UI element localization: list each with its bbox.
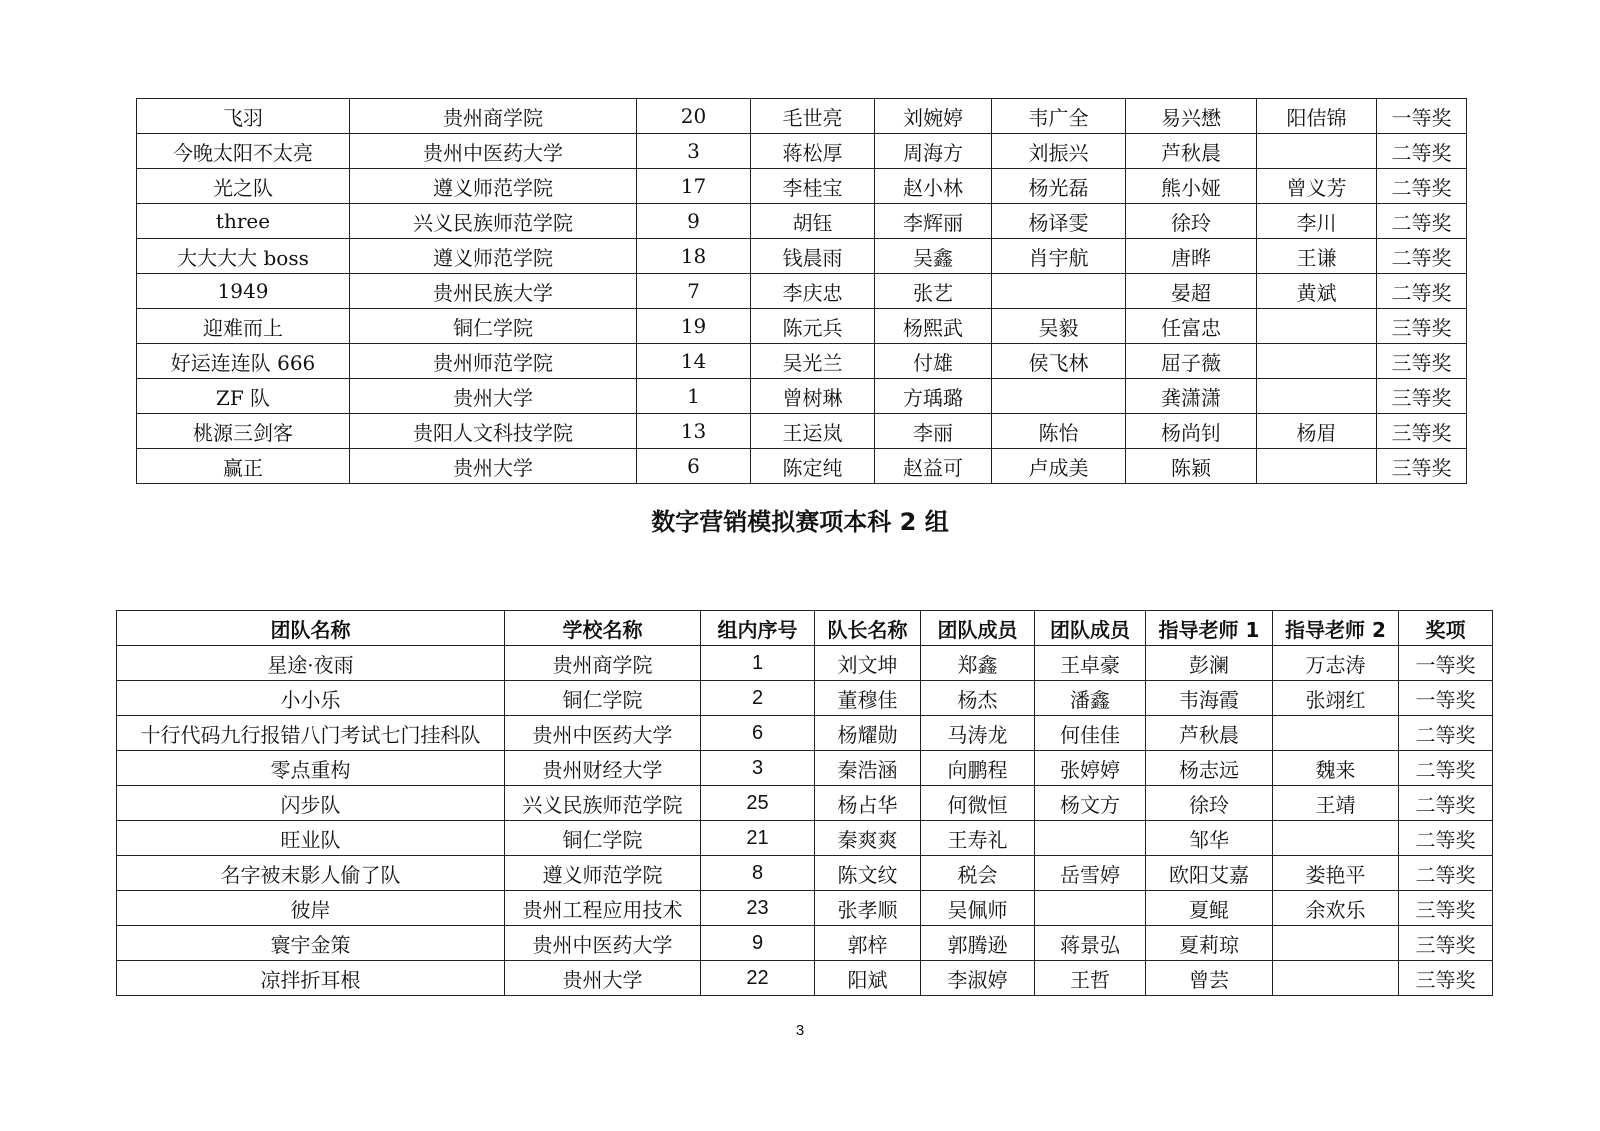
table-cell: 8 [701, 856, 815, 891]
table-cell: 曾芸 [1146, 961, 1273, 996]
table-cell: 兴义民族师范学院 [350, 204, 637, 239]
table-cell: 寰宇金策 [117, 926, 505, 961]
table-cell: 闪步队 [117, 786, 505, 821]
table-cell: 王寿礼 [921, 821, 1035, 856]
table-cell: 铜仁学院 [505, 681, 701, 716]
table-cell: 十行代码九行报错八门考试七门挂科队 [117, 716, 505, 751]
table-cell: 董穆佳 [815, 681, 921, 716]
table-cell: 蒋景弘 [1035, 926, 1146, 961]
table-cell: 王运岚 [751, 414, 875, 449]
section-title: 数字营销模拟赛项本科 2 组 [651, 508, 949, 536]
table-row [137, 344, 1467, 379]
column-header: 团队成员 [1035, 611, 1146, 646]
table-cell: 曾义芳 [1257, 169, 1377, 204]
table-cell: 张孝顺 [815, 891, 921, 926]
table-cell: 吴佩师 [921, 891, 1035, 926]
table-cell: 二等奖 [1377, 134, 1467, 169]
table-cell [1273, 926, 1399, 961]
table-cell: 二等奖 [1377, 239, 1467, 274]
table-cell: 杨光磊 [992, 169, 1126, 204]
table-cell: 周海方 [875, 134, 992, 169]
column-header: 团队成员 [921, 611, 1035, 646]
table-cell: 税会 [921, 856, 1035, 891]
table-cell: 25 [701, 786, 815, 821]
table-cell: 张翊红 [1273, 681, 1399, 716]
results-table-2 [116, 610, 1493, 996]
table-cell: 彭澜 [1146, 646, 1273, 681]
table-cell: 侯飞林 [992, 344, 1126, 379]
table-row [117, 891, 1493, 926]
table-row [117, 856, 1493, 891]
table-cell: 韦海霞 [1146, 681, 1273, 716]
table-cell: 易兴懋 [1126, 99, 1257, 134]
table-cell: 秦爽爽 [815, 821, 921, 856]
table-row [117, 786, 1493, 821]
table-cell: 19 [637, 309, 751, 344]
table-cell: 6 [701, 716, 815, 751]
table-cell: 徐玲 [1126, 204, 1257, 239]
table-cell: 18 [637, 239, 751, 274]
table-cell: 潘鑫 [1035, 681, 1146, 716]
column-header: 指导老师 1 [1146, 611, 1273, 646]
table-cell: 唐晔 [1126, 239, 1257, 274]
table-cell: 刘文坤 [815, 646, 921, 681]
table-cell: 2 [701, 681, 815, 716]
table-cell: 20 [637, 99, 751, 134]
table-cell: 夏鲲 [1146, 891, 1273, 926]
table-cell: 何微恒 [921, 786, 1035, 821]
table-cell: 马涛龙 [921, 716, 1035, 751]
table-cell: ZF 队 [137, 379, 350, 414]
table-cell: 蒋松厚 [751, 134, 875, 169]
table-cell: 阳斌 [815, 961, 921, 996]
table-row [117, 961, 1493, 996]
table-cell: 二等奖 [1377, 204, 1467, 239]
table-cell: 熊小娅 [1126, 169, 1257, 204]
table-row [137, 414, 1467, 449]
table-cell: 李桂宝 [751, 169, 875, 204]
table-cell: 秦浩涵 [815, 751, 921, 786]
table-header-row [117, 611, 1493, 646]
table-cell: 张艺 [875, 274, 992, 309]
table-cell: 郭梓 [815, 926, 921, 961]
table-cell: 钱晨雨 [751, 239, 875, 274]
table-cell: 陈怡 [992, 414, 1126, 449]
column-header: 奖项 [1399, 611, 1493, 646]
table-cell: 杨占华 [815, 786, 921, 821]
table-cell: 一等奖 [1399, 646, 1493, 681]
table-cell: 万志涛 [1273, 646, 1399, 681]
table-cell: 王靖 [1273, 786, 1399, 821]
table-cell: 二等奖 [1377, 169, 1467, 204]
table-cell: 贵州商学院 [505, 646, 701, 681]
table-cell: 9 [701, 926, 815, 961]
table-cell: 贵州中医药大学 [505, 716, 701, 751]
table-row [137, 134, 1467, 169]
table-cell: 凉拌折耳根 [117, 961, 505, 996]
table-cell: 好运连连队 666 [137, 344, 350, 379]
table-cell: 曾树琳 [751, 379, 875, 414]
table-row [137, 204, 1467, 239]
table-cell: 7 [637, 274, 751, 309]
table-row [137, 99, 1467, 134]
table-row [117, 716, 1493, 751]
table-row [137, 379, 1467, 414]
table-cell: 邹华 [1146, 821, 1273, 856]
table-cell: 陈颖 [1126, 449, 1257, 484]
table-cell [1257, 344, 1377, 379]
table-cell: 杨眉 [1257, 414, 1377, 449]
table-cell: 1 [637, 379, 751, 414]
table-cell: 9 [637, 204, 751, 239]
table-cell: 飞羽 [137, 99, 350, 134]
table-cell: 杨译雯 [992, 204, 1126, 239]
table-cell: 21 [701, 821, 815, 856]
table-cell: 13 [637, 414, 751, 449]
table-cell: 三等奖 [1399, 961, 1493, 996]
table-row [117, 681, 1493, 716]
table-cell: 杨耀勋 [815, 716, 921, 751]
table-cell: 遵义师范学院 [350, 169, 637, 204]
table-cell: 胡钰 [751, 204, 875, 239]
table-cell [1035, 891, 1146, 926]
table-row [117, 926, 1493, 961]
table-cell: 龚潇潇 [1126, 379, 1257, 414]
table-cell: 郭腾逊 [921, 926, 1035, 961]
table-cell: 杨志远 [1146, 751, 1273, 786]
table-cell: 余欢乐 [1273, 891, 1399, 926]
table-row [137, 274, 1467, 309]
table-cell: 铜仁学院 [505, 821, 701, 856]
table-cell: 名字被末影人偷了队 [117, 856, 505, 891]
table-cell: 23 [701, 891, 815, 926]
table-cell: 王谦 [1257, 239, 1377, 274]
table-cell: 星途·夜雨 [117, 646, 505, 681]
table-cell: 肖宇航 [992, 239, 1126, 274]
table-cell: 张婷婷 [1035, 751, 1146, 786]
table-cell: 芦秋晨 [1126, 134, 1257, 169]
table-cell: 二等奖 [1399, 786, 1493, 821]
table-cell: 方瑀璐 [875, 379, 992, 414]
table-cell: 李庆忠 [751, 274, 875, 309]
table-cell: 李淑婷 [921, 961, 1035, 996]
table-cell [992, 379, 1126, 414]
table-cell: 3 [637, 134, 751, 169]
table-cell: 李丽 [875, 414, 992, 449]
table-cell: 贵州师范学院 [350, 344, 637, 379]
table-cell: 贵州工程应用技术 [505, 891, 701, 926]
table-cell: 李辉丽 [875, 204, 992, 239]
table-cell: 彼岸 [117, 891, 505, 926]
table-cell: 遵义师范学院 [505, 856, 701, 891]
table-cell [1257, 134, 1377, 169]
table-cell: 杨杰 [921, 681, 1035, 716]
table-cell: 魏来 [1273, 751, 1399, 786]
table-cell [1035, 821, 1146, 856]
table-cell: 铜仁学院 [350, 309, 637, 344]
table-cell: 1949 [137, 274, 350, 309]
table-cell: 徐玲 [1146, 786, 1273, 821]
column-header: 学校名称 [505, 611, 701, 646]
table-row [117, 646, 1493, 681]
table-cell: 赢正 [137, 449, 350, 484]
table-cell: 6 [637, 449, 751, 484]
table-cell: 贵州大学 [505, 961, 701, 996]
table-cell: 岳雪婷 [1035, 856, 1146, 891]
table-cell: 大大大大 boss [137, 239, 350, 274]
table-cell: 陈定纯 [751, 449, 875, 484]
table-cell: 贵州民族大学 [350, 274, 637, 309]
table-cell: 二等奖 [1399, 856, 1493, 891]
table-cell: 22 [701, 961, 815, 996]
table-cell: 贵州中医药大学 [350, 134, 637, 169]
table-cell: 付雄 [875, 344, 992, 379]
table-cell: 17 [637, 169, 751, 204]
table-cell: 黄斌 [1257, 274, 1377, 309]
results-table-1 [136, 98, 1467, 484]
table-cell [1273, 821, 1399, 856]
table-cell: 二等奖 [1377, 274, 1467, 309]
table-row [137, 169, 1467, 204]
table-cell: 李川 [1257, 204, 1377, 239]
table-cell: 一等奖 [1377, 99, 1467, 134]
table-cell: 赵小林 [875, 169, 992, 204]
column-header: 组内序号 [701, 611, 815, 646]
table-cell: 刘振兴 [992, 134, 1126, 169]
table-cell [1257, 309, 1377, 344]
table-row [137, 239, 1467, 274]
table-cell: 杨尚钊 [1126, 414, 1257, 449]
table-cell: 二等奖 [1399, 821, 1493, 856]
table-cell: 一等奖 [1399, 681, 1493, 716]
table-row [137, 309, 1467, 344]
table-cell: 阳佶锦 [1257, 99, 1377, 134]
column-header: 队长名称 [815, 611, 921, 646]
table-cell: 王卓豪 [1035, 646, 1146, 681]
table-cell: 小小乐 [117, 681, 505, 716]
table-cell: 王哲 [1035, 961, 1146, 996]
table-cell: 三等奖 [1399, 926, 1493, 961]
table-cell: 1 [701, 646, 815, 681]
table-cell: 光之队 [137, 169, 350, 204]
table-cell: 零点重构 [117, 751, 505, 786]
table-cell: 向鹏程 [921, 751, 1035, 786]
table-cell: 二等奖 [1399, 716, 1493, 751]
column-header: 指导老师 2 [1273, 611, 1399, 646]
table-cell: 吴毅 [992, 309, 1126, 344]
table-cell: 桃源三剑客 [137, 414, 350, 449]
table-cell [1257, 379, 1377, 414]
table-cell: 贵州大学 [350, 379, 637, 414]
table-cell: 兴义民族师范学院 [505, 786, 701, 821]
table-cell: 卢成美 [992, 449, 1126, 484]
table-cell: 何佳佳 [1035, 716, 1146, 751]
table-cell: 陈文纹 [815, 856, 921, 891]
table-cell: 屈子薇 [1126, 344, 1257, 379]
table-cell: three [137, 204, 350, 239]
table-cell: 三等奖 [1377, 414, 1467, 449]
table-cell: 任富忠 [1126, 309, 1257, 344]
table-cell [1273, 961, 1399, 996]
table-cell: 赵益可 [875, 449, 992, 484]
table-cell: 陈元兵 [751, 309, 875, 344]
table-cell: 芦秋晨 [1146, 716, 1273, 751]
table-cell: 遵义师范学院 [350, 239, 637, 274]
table-cell: 二等奖 [1399, 751, 1493, 786]
table-cell: 贵州大学 [350, 449, 637, 484]
table-cell [992, 274, 1126, 309]
table-row [117, 751, 1493, 786]
table-cell [1273, 716, 1399, 751]
table-cell: 3 [701, 751, 815, 786]
table-cell: 迎难而上 [137, 309, 350, 344]
table-cell: 夏莉琼 [1146, 926, 1273, 961]
table-cell: 晏超 [1126, 274, 1257, 309]
table-cell: 吴鑫 [875, 239, 992, 274]
table-cell: 14 [637, 344, 751, 379]
table-cell: 娄艳平 [1273, 856, 1399, 891]
table-cell: 贵州商学院 [350, 99, 637, 134]
column-header: 团队名称 [117, 611, 505, 646]
table-cell: 三等奖 [1377, 309, 1467, 344]
table-cell: 今晚太阳不太亮 [137, 134, 350, 169]
table-cell: 郑鑫 [921, 646, 1035, 681]
table-cell: 三等奖 [1399, 891, 1493, 926]
page-number: 3 [795, 1022, 805, 1039]
table-cell: 贵州中医药大学 [505, 926, 701, 961]
table-cell: 刘婉婷 [875, 99, 992, 134]
table-cell: 韦广全 [992, 99, 1126, 134]
table-cell: 三等奖 [1377, 379, 1467, 414]
table-cell: 吴光兰 [751, 344, 875, 379]
table-row [117, 821, 1493, 856]
table-cell: 毛世亮 [751, 99, 875, 134]
table-cell [1257, 449, 1377, 484]
table-row [137, 449, 1467, 484]
table-cell: 贵阳人文科技学院 [350, 414, 637, 449]
table-cell: 杨熙武 [875, 309, 992, 344]
table-cell: 旺业队 [117, 821, 505, 856]
table-cell: 三等奖 [1377, 344, 1467, 379]
table-cell: 欧阳艾嘉 [1146, 856, 1273, 891]
table-cell: 贵州财经大学 [505, 751, 701, 786]
table-cell: 杨文方 [1035, 786, 1146, 821]
table-cell: 三等奖 [1377, 449, 1467, 484]
